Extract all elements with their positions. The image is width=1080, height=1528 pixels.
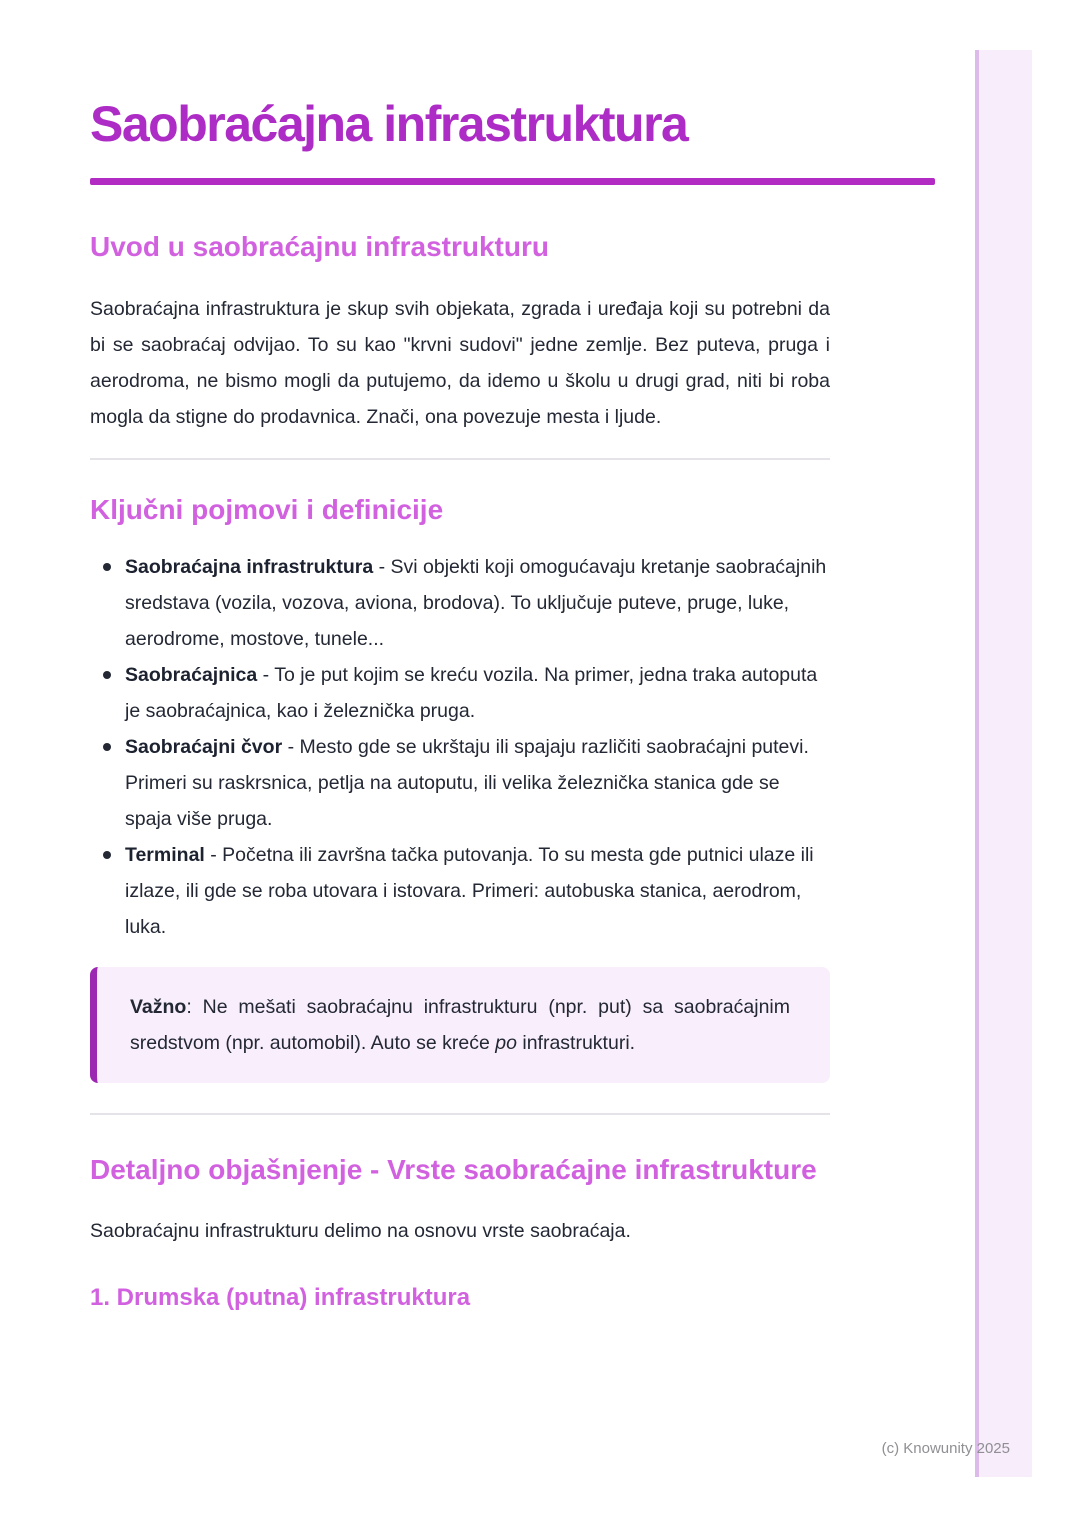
definition-item-infrastruktura	[90, 549, 830, 657]
definition-term: Terminal	[125, 844, 205, 866]
section-divider	[90, 1113, 830, 1115]
callout-text-segment: : Ne mešati saobraćajnu infrastrukturu (npr. put) sa saobraćajnim sredstvom (npr. automobil). Auto se kreće	[130, 996, 790, 1054]
intro-paragraph: Saobraćajna infrastruktura je skup svih objekata, zgrada i uređaja koji su potrebni da bi se saobraćaj odvijao. To su kao "krvni sudovi" jedne zemlje. Bez puteva, pruga i aerodroma, ne bismo mogli da putujemo, da idemo u školu u drugi grad, niti bi roba mogla da stigne do prodavnica. Znači, ona povezuje mesta i ljude.	[90, 298, 830, 428]
important-callout	[90, 967, 830, 1083]
callout-italic-word: po	[495, 1032, 517, 1054]
document-content	[90, 0, 830, 1313]
callout-text-segment: infrastrukturi.	[516, 1032, 636, 1054]
definition-desc: - Mesto gde se ukrštaju ili spajaju različiti saobraćajni putevi. Primeri su raskrsnica, petlja na autoputu, ili velika železnička stanica gde se spaja više pruga.	[125, 736, 809, 830]
bullet-icon	[103, 563, 111, 571]
definition-desc: - Početna ili završna tačka putovanja. To su mesta gde putnici ulaze ili izlaze, ili gde se roba utovara i istovara. Primeri: autobuska stanica, aerodrom, luka.	[125, 844, 814, 938]
copyright-footer: (c) Knowunity 2025	[881, 1440, 1010, 1457]
bullet-icon	[103, 851, 111, 859]
definition-term: Saobraćajni čvor	[125, 736, 283, 758]
detail-intro-paragraph: Saobraćajnu infrastrukturu delimo na osnovu vrste saobraćaja.	[90, 1220, 631, 1242]
definition-term: Saobraćajna infrastruktura	[125, 556, 374, 578]
definition-desc: - To je put kojim se kreću vozila. Na primer, jedna traka autoputa je saobraćajnica, kao i železnička pruga.	[125, 664, 818, 722]
definition-item-saobracajnica	[90, 657, 830, 729]
subsection-heading-road: 1. Drumska (putna) infrastruktura	[90, 1284, 471, 1311]
callout-text	[130, 989, 790, 1061]
section-heading-terms: Ključni pojmovi i definicije	[90, 494, 444, 525]
callout-label: Važno	[130, 996, 187, 1018]
definitions-list	[90, 549, 830, 945]
page-title: Saobraćajna infrastruktura	[90, 96, 688, 152]
bullet-icon	[103, 671, 111, 679]
definition-item-cvor	[90, 729, 830, 837]
bullet-icon	[103, 743, 111, 751]
section-divider	[90, 458, 830, 460]
section-heading-detail: Detaljno objašnjenje - Vrste saobraćajne infrastrukture	[90, 1154, 817, 1185]
definition-desc: - Svi objekti koji omogućavaju kretanje saobraćajnih sredstava (vozila, vozova, aviona, brodova). To uključuje puteve, pruge, luke, aerodrome, mostove, tunele...	[125, 556, 827, 650]
title-underline	[90, 178, 935, 185]
definition-item-terminal	[90, 837, 830, 945]
section-heading-intro: Uvod u saobraćajnu infrastrukturu	[90, 231, 549, 262]
side-accent-bar	[975, 50, 1032, 1477]
definition-term: Saobraćajnica	[125, 664, 258, 686]
